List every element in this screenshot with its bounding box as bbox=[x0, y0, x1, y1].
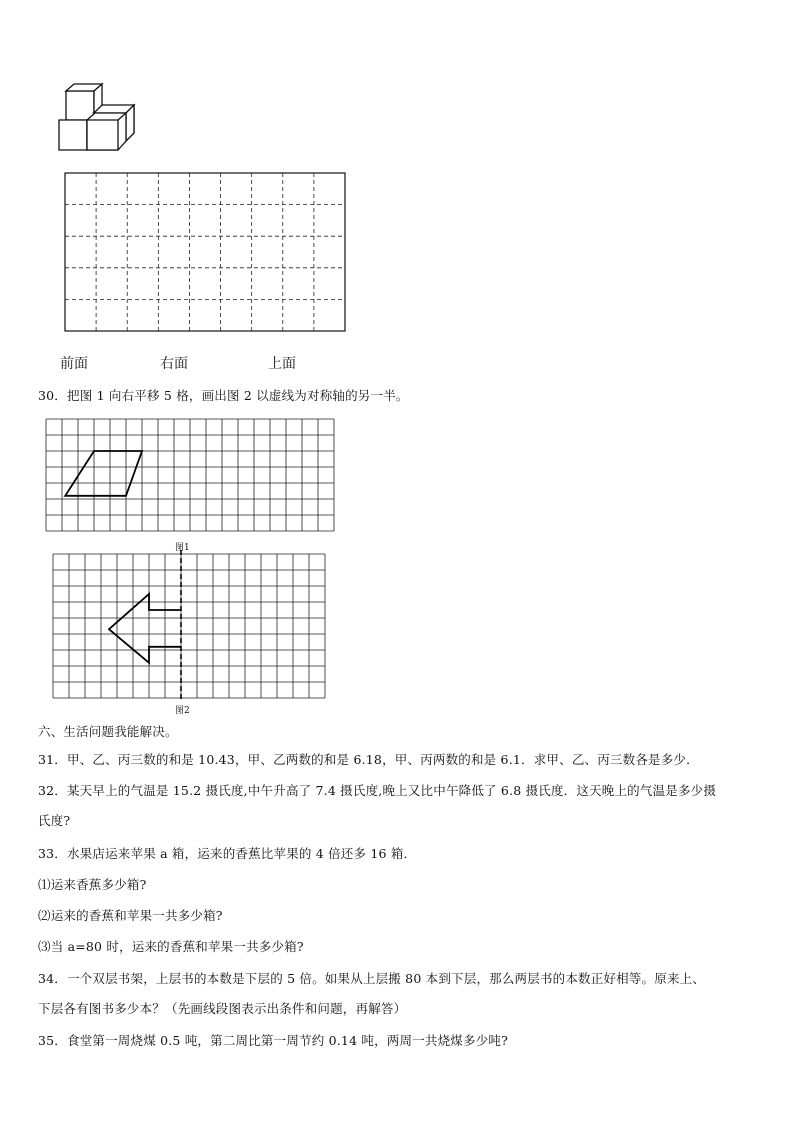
question-32-line-1: 32．某天早上的气温是 15.2 摄氏度,中午升高了 7.4 摄氏度,晚上又比中午降低了 6.8 摄氏度．这天晚上的气温是多少摄 bbox=[38, 783, 717, 798]
question-32-line-2: 氏度? bbox=[38, 813, 71, 828]
question-33-part-2: ⑵运来的香蕉和苹果一共多少箱? bbox=[38, 908, 223, 923]
top-view-label: 上面 bbox=[268, 356, 296, 372]
figure-2-grid[interactable] bbox=[52, 553, 327, 701]
figure-2-caption: 图2 bbox=[175, 706, 190, 716]
question-30: 30．把图 1 向右平移 5 格，画出图 2 以虚线为对称轴的另一半。 bbox=[38, 388, 409, 403]
question-33-part-3: ⑶当 a=80 时，运来的香蕉和苹果一共多少箱? bbox=[38, 939, 304, 954]
figure-1-caption: 图1 bbox=[175, 543, 190, 553]
parallelogram-shape bbox=[65, 451, 142, 496]
view-drawing-grid[interactable] bbox=[64, 172, 346, 332]
cube-figure bbox=[58, 84, 140, 154]
right-view-label: 右面 bbox=[160, 356, 188, 372]
question-33-part-1: ⑴运来香蕉多少箱? bbox=[38, 877, 147, 892]
question-34-line-2: 下层各有图书多少本？（先画线段图表示出条件和问题，再解答） bbox=[38, 1001, 407, 1016]
question-33: 33．水果店运来苹果 a 箱，运来的香蕉比苹果的 4 倍还多 16 箱． bbox=[38, 846, 417, 861]
half-arrow-shape bbox=[109, 594, 181, 663]
question-35: 35．食堂第一周烧煤 0.5 吨，第二周比第一周节约 0.14 吨，两周一共烧煤多少吨? bbox=[38, 1033, 509, 1048]
front-view-label: 前面 bbox=[60, 356, 88, 372]
section-6-heading: 六、生活问题我能解决。 bbox=[38, 724, 178, 739]
question-31: 31．甲、乙、丙三数的和是 10.43，甲、乙两数的和是 6.18，甲、丙两数的和是 6.1．求甲、乙、丙三数各是多少． bbox=[38, 752, 699, 767]
question-34-line-1: 34．一个双层书架，上层书的本数是下层的 5 倍。如果从上层搬 80 本到下层，那么两层书的本数正好相等。原来上、 bbox=[38, 971, 706, 986]
figure-1-grid[interactable] bbox=[45, 418, 335, 536]
grid-border bbox=[65, 173, 345, 331]
